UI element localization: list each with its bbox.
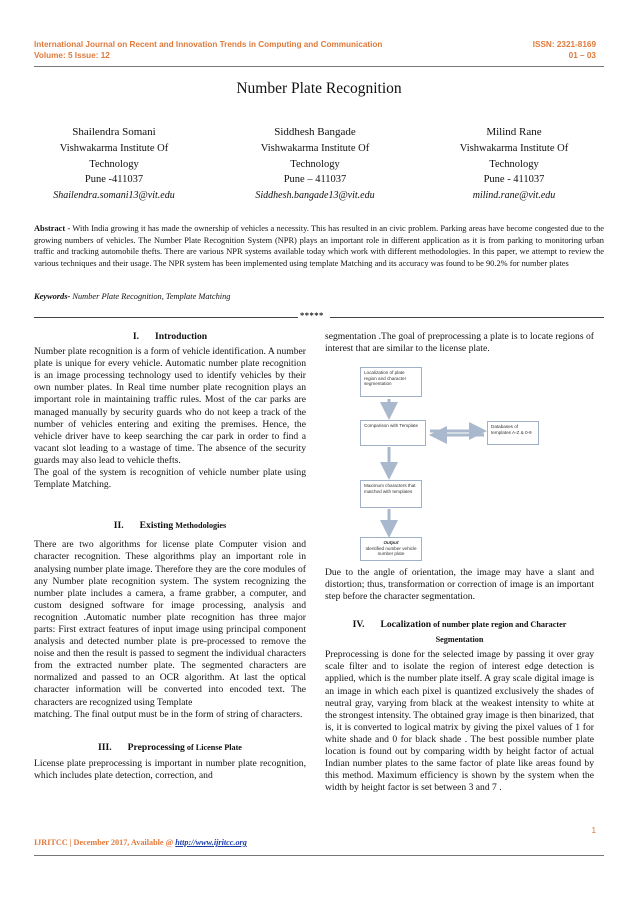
section-title: Existing <box>139 520 174 532</box>
paragraph: segmentation .The goal of preprocessing a plate is to locate regions of interest that are similar to the license plate. <box>325 331 594 355</box>
section-4-heading <box>325 617 594 647</box>
page-number: 1 <box>591 826 596 835</box>
author-institution: Vishwakarma Institute Of <box>459 142 569 154</box>
author-city: Pune -411037 <box>84 174 144 186</box>
paragraph: There are two algorithms for license plate Computer vision and character recognition. These algorithms play an important role in analysing number plate image. Therefore they are the core modules of any Number plate recognition system. The system recognizing the number plate includes a camera, a frame grabber, a computer, and custom designed software for image processing, analysis and recognition .Automatic number plate recognition has three major parts: First extract features of input image using principal component analysis and detected number plate is pre-processed to remove the noise and then the result is passed to segment the individual characters from the extracted number plate. The segmented characters are normalized and passed to an OCR algorithm. At last the optical character information will be converted into encoded text. The characters are recognized using Template <box>34 539 306 708</box>
author-email: milind.rane@vit.edu <box>472 190 556 202</box>
separator-rule-left <box>34 317 298 318</box>
header-rule <box>34 66 604 67</box>
author-institution: Vishwakarma Institute Of <box>59 142 169 154</box>
journal-pages: 01 – 03 <box>568 51 596 60</box>
section-title: Localization <box>380 619 432 631</box>
journal-name: International Journal on Recent and Innovation Trends in Computing and Communication <box>34 40 383 49</box>
paragraph: Preprocessing is done for the selected image by passing it over gray scale filter and to isolate the region of interest edge detection is applied, which is the number plate itself. A gray scale digital image is an image in which each pixel is quantized exclusively the shades of neutral gray, varying from black at the weakest intensity to white at the strongest intensity. The obtained gray image is then binarized, that is, it is converted to logical matrix by giving the pixel values of 1 for white shade and 0 for black shade . The best possible number plate location is found out by comparing width by height factor of actual Indian number plates to the same factor of plate like areas found by this method. Maximum efficiency is shown by the system when the width by height factor is set between 3 and 7 . <box>325 649 594 794</box>
section-title-small: Methodologies <box>173 521 227 531</box>
author-2 <box>220 125 410 204</box>
separator-rule-right <box>330 317 604 318</box>
separator-stars: ***** <box>300 310 324 320</box>
templates-database-box: Databases of templates A-Z & 0-9 <box>487 421 539 445</box>
paragraph: Number plate recognition is a form of vehicle identification. A number plate is unique for every vehicle. Automatic number plate recognition is an image processing technology used to identify vehicles by their own number plates. In Real time number plate recognition plays an important role in maintaining traffic rules. Most of the car parks are managed manually by security guards who do not keep a track of the number of vehicles entering and exiting the premises. Hence, the vehicle driver have to keep searching the car park in order to find a vacant slot leading to a wastage of time. The absence of the security guards may also lead to vehicle thefts. <box>34 346 306 466</box>
author-1 <box>19 125 209 204</box>
author-name: Milind Rane <box>486 126 542 138</box>
section-2-heading <box>34 520 306 532</box>
section-title-small: of License Plate <box>184 742 242 752</box>
author-name: Siddhesh Bangade <box>274 126 356 138</box>
abstract <box>34 223 604 270</box>
journal-link[interactable]: http://www.ijritcc.org <box>175 838 247 847</box>
author-institution-line2: Technology <box>489 158 539 170</box>
section-number: IV. <box>352 619 365 631</box>
footer-text: IJRITCC | December 2017, Available @ <box>34 838 176 847</box>
section-number: I. <box>132 331 140 342</box>
output-text: Identified number vehicle number plate <box>365 545 417 557</box>
paragraph: matching. The final output must be in the form of string of characters. <box>34 708 303 720</box>
abstract-text: With India growing it has made the ownership of vehicles a necessity. This has resulted in an civic problem. Parking areas have become congested due to the growing numbers of vehicles. The Number Plate Recognition System (NPR) plays an important role in different application as it is from parking to monitoring urban traffic and tracking automobile thefts. There are various NPR systems available today which work with different methodologies. In this paper, we attempt to review the various techniques and their usage. The NPR system has been implemented using template Matching and its accuracy was found to be 90.2% for number plates <box>34 224 604 269</box>
section-title: Introduction <box>155 331 208 342</box>
keywords <box>34 292 230 301</box>
author-name: Shailendra Somani <box>72 126 156 138</box>
right-column-top <box>325 331 594 355</box>
journal-volume: Volume: 5 Issue: 12 <box>34 51 110 60</box>
paragraph: License plate preprocessing is important in number plate recognition, which includes plate detection, correction, and <box>34 757 306 781</box>
paragraph: The goal of the system is recognition of vehicle number plate using Template Matching. <box>34 467 306 491</box>
step-comparison-box: Comparison with Template <box>360 420 426 446</box>
step-localization-box: Localization of plate region and character segmentation <box>360 367 422 397</box>
output-title: Output <box>383 540 399 545</box>
author-email: Siddhesh.bangade13@vit.edu <box>255 190 375 202</box>
paragraph: Due to the angle of orientation, the image may have a slant and distortion; thus, transformation or correction of image is an important step before the character segmentation. <box>325 567 594 603</box>
author-institution-line2: Technology <box>89 158 139 170</box>
section-title: Preprocessing <box>127 741 185 753</box>
author-3 <box>419 125 609 204</box>
author-institution-line2: Technology <box>290 158 340 170</box>
author-email: Shailendra.somani13@vit.edu <box>53 190 175 202</box>
left-column <box>34 331 306 782</box>
paper-title: Number Plate Recognition <box>236 80 402 97</box>
author-city: Pune - 411037 <box>483 174 545 186</box>
keywords-text: Number Plate Recognition, Template Matching <box>70 292 231 301</box>
right-column-bottom <box>325 567 594 794</box>
section-title-line2: Segmentation <box>435 635 484 645</box>
output-box <box>360 537 422 561</box>
author-institution: Vishwakarma Institute Of <box>260 142 370 154</box>
flowchart-figure <box>356 365 536 563</box>
journal-issn: ISSN: 2321-8169 <box>532 40 596 49</box>
author-city: Pune – 411037 <box>283 174 347 186</box>
section-number: II. <box>113 520 124 532</box>
footer-rule <box>34 855 604 856</box>
section-1-heading <box>34 331 306 343</box>
step-matched-characters-box: Maximum characters that matched with templates <box>360 480 422 508</box>
section-title-small: of number plate region and Character <box>431 620 567 630</box>
section-number: III. <box>98 741 112 753</box>
keywords-label: Keywords- <box>34 292 71 301</box>
footer <box>34 838 247 847</box>
abstract-label: Abstract - <box>34 224 71 233</box>
section-3-heading <box>34 742 306 754</box>
